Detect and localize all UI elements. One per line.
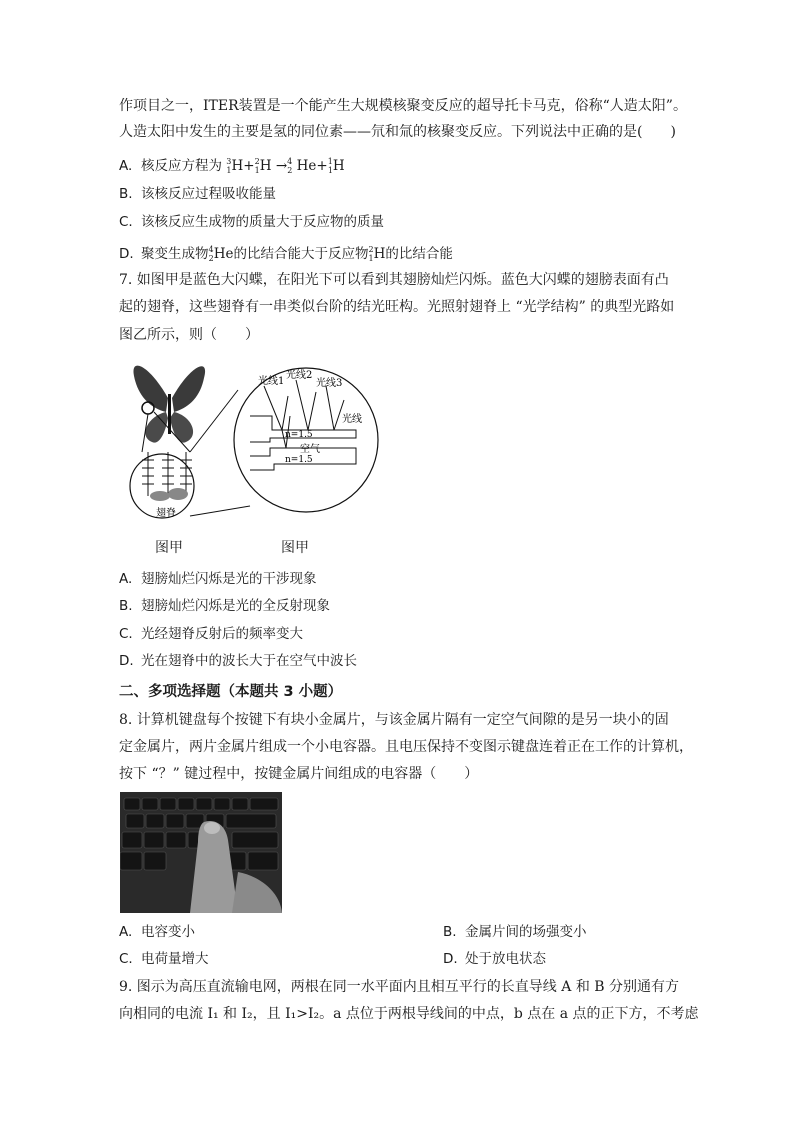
nuclide-h3: $^3_1$H xyxy=(226,157,244,175)
q8-option-d[interactable]: D. 处于放电状态 xyxy=(443,951,546,967)
nuclide-h2: $^2_1$H xyxy=(254,157,272,175)
section-heading: 二、多项选择题（本题共 3 小题） xyxy=(119,684,343,700)
q7-stem-line3: 图乙所示，则（ ） xyxy=(119,327,259,343)
ray-1-label: 光线1 xyxy=(258,376,285,387)
q7-option-b[interactable]: B. 翅膀灿烂闪烁是光的全反射现象 xyxy=(119,598,330,614)
q6-stem-line2: 人造太阳中发生的主要是氢的同位素——氘和氚的核聚变反应。下列说法中正确的是( ) xyxy=(119,124,676,140)
ridge-label: 翅脊 xyxy=(156,508,176,519)
keyboard-photo xyxy=(120,792,282,913)
q7-option-c[interactable]: C. 光经翅脊反射后的频率变大 xyxy=(119,626,303,642)
q6-option-a[interactable]: A. 核反应方程为 $^3_1$H+$^2_1$H →$^4_2$ He+$^1_1$H xyxy=(119,152,345,181)
air-label: 空气 xyxy=(300,444,320,455)
refractive-index-top: n=1.5 xyxy=(285,430,313,440)
q8-option-b[interactable]: B. 金属片间的场强变小 xyxy=(443,924,587,940)
ridge-structure xyxy=(142,452,192,496)
ray-4-label: 光线 xyxy=(342,414,362,425)
q8-stem-line2: 定金属片，两片金属片组成一个小电容器。且电压保持不变图示键盘连着正在工作的计算机， xyxy=(119,739,693,755)
q7-option-a[interactable]: A. 翅膀灿烂闪烁是光的干涉现象 xyxy=(119,571,317,587)
q6-stem-line1: 作项目之一，ITER装置是一个能产生大规模核聚变反应的超导托卡马克，俗称“人造太阳”。 xyxy=(119,98,687,114)
light-path-magnifier xyxy=(234,368,378,512)
nuclide-he4-d: $^4_2$He xyxy=(208,245,234,263)
q9-stem-line2: 向相同的电流 I₁ 和 I₂，且 I₁>I₂。a 点位于两根导线间的中点，b 点在 a 点的正下方，不考虑 xyxy=(119,1006,699,1022)
q7-stem-line1: 7. 如图甲是蓝色大闪蝶，在阳光下可以看到其翅膀灿烂闪烁。蓝色大闪蝶的翅膀表面有凸 xyxy=(119,272,669,288)
q6-option-c[interactable]: C. 该核反应生成物的质量大于反应物的质量 xyxy=(119,214,384,230)
nuclide-he4: $^4_2$ He xyxy=(287,157,317,175)
refractive-index-bottom: n=1.5 xyxy=(285,455,313,465)
butterfly-figure xyxy=(120,356,380,531)
q8-option-c[interactable]: C. 电荷量增大 xyxy=(119,951,209,967)
q7-option-d[interactable]: D. 光在翅脊中的波长大于在空气中波长 xyxy=(119,653,357,669)
nuclide-product: $^1_1$H xyxy=(327,157,345,175)
q8-stem-line3: 按下 “？” 键过程中，按键金属片间组成的电容器（ ） xyxy=(119,766,479,782)
figure-caption-left: 图甲 xyxy=(155,540,183,556)
figure-caption-right: 图甲 xyxy=(281,540,309,556)
ray-3-label: 光线3 xyxy=(316,378,343,389)
q8-stem-line1: 8. 计算机键盘每个按键下有块小金属片，与该金属片隔有一定空气间隙的是另一块小的固 xyxy=(119,712,669,728)
reaction-arrow: → xyxy=(275,158,288,174)
butterfly-icon xyxy=(133,366,205,443)
q8-option-a[interactable]: A. 电容变小 xyxy=(119,924,195,940)
q6-option-b[interactable]: B. 该核反应过程吸收能量 xyxy=(119,186,276,202)
q6-option-d[interactable]: D. 聚变生成物$^4_2$He的比结合能大于反应物$^2_1$H的比结合能 xyxy=(119,240,453,269)
nuclide-h2-d: $^2_1$H xyxy=(368,245,386,263)
ray-2-label: 光线2 xyxy=(286,370,313,381)
q7-stem-line2: 起的翅脊，这些翅脊有一串类似台阶的结光旺构。光照射翅脊上 “光学结构” 的典型光路如 xyxy=(119,299,675,315)
q9-stem-line1: 9. 图示为高压直流输电网，两根在同一水平面内且相互平行的长直导线 A 和 B 分别通有方 xyxy=(119,979,680,995)
